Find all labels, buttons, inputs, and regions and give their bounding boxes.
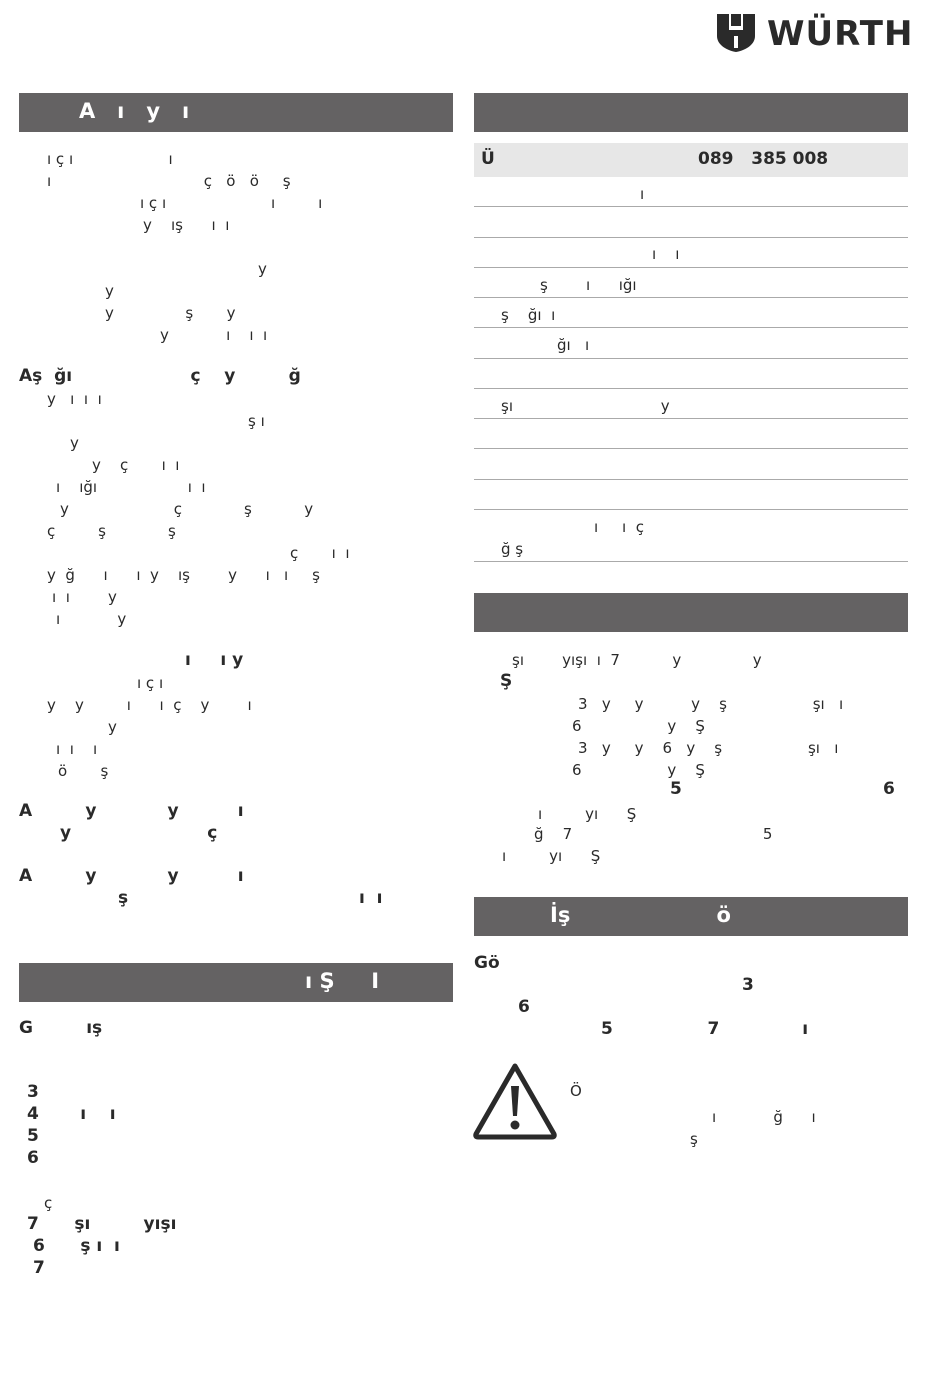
paragraph-line: y	[105, 282, 114, 300]
paragraph-line: y	[70, 434, 79, 452]
table-divider	[474, 267, 908, 268]
table-divider	[474, 206, 908, 207]
step-line: ı yı Ş	[502, 847, 601, 865]
bold-line: A y y ı	[19, 801, 244, 821]
brand-logo-icon	[715, 12, 757, 54]
table-cell: ş ı ığı	[540, 276, 637, 294]
table-divider	[474, 358, 908, 359]
table-cell: ı ı	[652, 245, 680, 263]
step-line: ğ 7 5	[534, 825, 773, 843]
paragraph-line: ı ç ı	[137, 674, 164, 692]
bold-line: A y y ı	[19, 866, 244, 886]
table-divider	[474, 418, 908, 419]
list-item: 4 ı ı	[27, 1104, 116, 1124]
step-line: 6 y Ş	[572, 761, 705, 779]
bold-line: 5 7 ı	[601, 1019, 809, 1039]
table-cell: ş ğı ı	[501, 306, 556, 324]
section-header-bar	[19, 93, 453, 132]
warning-triangle-icon	[472, 1062, 558, 1140]
paragraph-line: ç ş ş	[47, 522, 176, 540]
list-item: 7	[33, 1258, 45, 1278]
paragraph-line: y ç ş y	[60, 500, 314, 518]
article-number-row	[474, 143, 908, 177]
table-divider	[474, 237, 908, 238]
table-divider	[474, 297, 908, 298]
article-label: Ü	[481, 149, 495, 169]
step-line: ı yı Ş	[538, 805, 637, 823]
bold-line: ı ı y	[185, 650, 244, 670]
table-divider	[474, 448, 908, 449]
list-item: 7 şı yışı	[27, 1214, 177, 1234]
step-line: 6 y Ş	[572, 717, 705, 735]
paragraph-line: ı y	[56, 610, 127, 628]
bold-line: 3	[742, 975, 754, 995]
list-item: 3	[27, 1082, 39, 1102]
bold-line: G ış	[19, 1018, 103, 1038]
paragraph-line: y	[258, 260, 267, 278]
table-cell: şı y	[501, 397, 670, 415]
paragraph-line: ı ığı ı ı	[56, 478, 206, 496]
section-title: A ı y ı	[79, 99, 190, 123]
article-number: 089 385 008	[698, 149, 829, 169]
table-cell: ğ ş	[501, 540, 524, 558]
brand-name: WÜRTH	[767, 14, 914, 54]
paragraph-line: ö ş	[58, 762, 109, 780]
paragraph-line: y ı ı ı	[160, 326, 268, 344]
section-header-bar	[19, 963, 453, 1002]
table-divider	[474, 561, 908, 562]
paragraph-line: ç	[44, 1194, 53, 1212]
paragraph-line: y	[108, 718, 117, 736]
paragraph-line: y ş y	[105, 304, 236, 322]
table-cell: ğı ı	[557, 336, 590, 354]
section-title: İş ö	[550, 903, 731, 927]
section-title: ı Ş I	[305, 969, 380, 993]
warning-text-line: ı ğ ı	[712, 1108, 816, 1126]
warning-text-line: Ö	[570, 1082, 582, 1100]
step-line: 5 6	[670, 779, 895, 799]
table-cell: ı	[640, 185, 645, 203]
table-divider	[474, 509, 908, 510]
paragraph-line: y y ı ı ç y ı	[47, 696, 252, 714]
list-item: 6 ş ı ı	[33, 1236, 120, 1256]
paragraph-line: ı ı ı	[56, 740, 98, 758]
list-item: 6	[27, 1148, 39, 1168]
table-cell: ı ı ç	[594, 518, 644, 536]
paragraph-line: y ğ ı ı y ış y ı ı ş	[47, 566, 320, 584]
paragraph-line: y ı ı ı	[47, 390, 102, 408]
paragraph-line: ç ı ı	[290, 544, 350, 562]
table-divider	[474, 479, 908, 480]
bold-heading-line: Aş ğı ç y ğ	[19, 366, 301, 386]
paragraph-line: y ç ı ı	[92, 456, 180, 474]
step-line: şı yışı ı 7 y y	[512, 651, 762, 669]
warning-text-line: ş	[690, 1130, 698, 1148]
step-line: 3 y y 6 y ş şı ı	[578, 739, 839, 757]
bold-line: ş ı ı	[118, 888, 383, 908]
paragraph-line: ı ı y	[52, 588, 117, 606]
paragraph-line: ı ç ı ı	[47, 150, 173, 168]
paragraph-line: ı ç ı ı ı	[140, 194, 323, 212]
section-header-bar	[474, 897, 908, 936]
section-header-bar	[474, 93, 908, 132]
table-divider	[474, 388, 908, 389]
table-divider	[474, 327, 908, 328]
paragraph-line: ş ı	[248, 412, 265, 430]
step-line: Ş	[500, 671, 513, 691]
bold-line: 6	[518, 997, 530, 1017]
list-item: 5	[27, 1126, 39, 1146]
section-header-bar	[474, 593, 908, 632]
paragraph-line: ı ç ö ö ş	[47, 172, 291, 190]
bold-line: Gö	[474, 953, 500, 973]
step-line: 3 y y y ş şı ı	[578, 695, 844, 713]
bold-line: y ç	[60, 823, 218, 843]
paragraph-line: y ış ı ı	[143, 216, 230, 234]
